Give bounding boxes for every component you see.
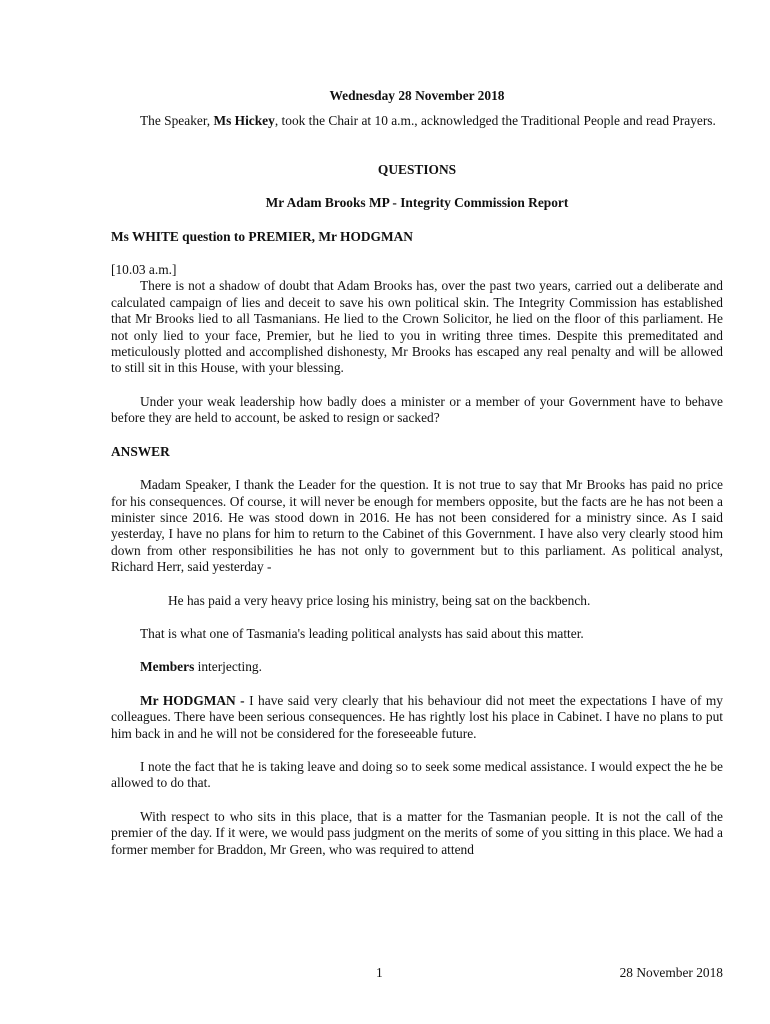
page-number: 1 bbox=[376, 965, 383, 980]
answer-paragraph-1: Madam Speaker, I thank the Leader for the question. It is not true to say that Mr Brooks has paid no price for his consequences. Of course, it will never be enough for members opposite, but the facts are he has not been a minister since 2016. He was stood down in 2016. He has not been considered for a ministry since. As I said yesterday, I have no plans for him to return to the Cabinet of this Government. I have also very clearly stood him down from other responsibilities he has not only to government but to this parliament. As political analyst, Richard Herr, said yesterday - bbox=[111, 477, 723, 575]
interjection-name: Members bbox=[140, 659, 195, 675]
question-paragraph-2: Under your weak leadership how badly does a minister or a member of your Government have to behave before they are held to account, be asked to resign or sacked? bbox=[111, 393, 723, 426]
question-time: [10.03 a.m.] bbox=[111, 262, 177, 278]
opening-paragraph bbox=[111, 113, 723, 129]
answer-speaker: Mr HODGMAN - bbox=[140, 692, 245, 708]
speaker-name: Ms Hickey bbox=[213, 113, 275, 129]
document-body bbox=[111, 88, 723, 875]
answer-heading: ANSWER bbox=[111, 443, 170, 459]
answer-quote: He has paid a very heavy price losing his ministry, being sat on the backbench. bbox=[168, 592, 591, 608]
subject-heading: Mr Adam Brooks MP - Integrity Commission Report bbox=[265, 195, 569, 211]
interjection-text: interjecting. bbox=[194, 659, 262, 675]
question-paragraph-1: There is not a shadow of doubt that Adam Brooks has, over the past two years, carried out a deliberate and calculated campaign of lies and deceit to save his own political skin. The Integrity Commission has established that Mr Brooks lied to all Tasmanians. He lied to the Crown Solicitor, he lied on the floor of this parliament. He not only lied to your face, Premier, but he lied to you in writing three times. Despite this premeditated and meticulously plotted and accomplished dishonesty, Mr Brooks has escaped any real penalty and will be allowed to still sit in this House, with your blessing. bbox=[111, 278, 723, 376]
answer-paragraph-2: That is what one of Tasmania's leading political analysts has said about this matter. bbox=[140, 625, 584, 641]
interjection bbox=[111, 659, 723, 675]
answer-paragraph-3-text: I have said very clearly that his behaviour did not meet the expectations I have of my colleagues. There have been serious consequences. He has rightly lost his place in Cabinet. I have no plans to put him back in and he will not be considered for the foreseeable future. bbox=[111, 692, 723, 741]
sitting-date: Wednesday 28 November 2018 bbox=[329, 88, 505, 103]
answer-paragraph-4: I note the fact that he is taking leave and doing so to seek some medical assistance. I would expect the he be allowed to do that. bbox=[111, 758, 723, 791]
question-heading-bold: Ms WHITE question to PREMIER bbox=[111, 228, 312, 244]
question-heading-premier: , Mr HODGMAN bbox=[311, 228, 413, 244]
opening-pre: The Speaker, bbox=[140, 113, 214, 129]
answer-paragraph-3 bbox=[111, 693, 723, 742]
opening-post: , took the Chair at 10 a.m., acknowledged the Traditional People and read Prayers. bbox=[274, 113, 716, 129]
footer-date: 28 November 2018 bbox=[619, 965, 723, 980]
question-heading bbox=[111, 229, 723, 245]
section-title: QUESTIONS bbox=[377, 161, 457, 177]
answer-paragraph-5: With respect to who sits in this place, that is a matter for the Tasmanian people. It is not the call of the premier of the day. If it were, we would pass judgment on the merits of some of you sitting in this place. We had a former member for Braddon, Mr Green, who was required to attend bbox=[111, 808, 723, 857]
